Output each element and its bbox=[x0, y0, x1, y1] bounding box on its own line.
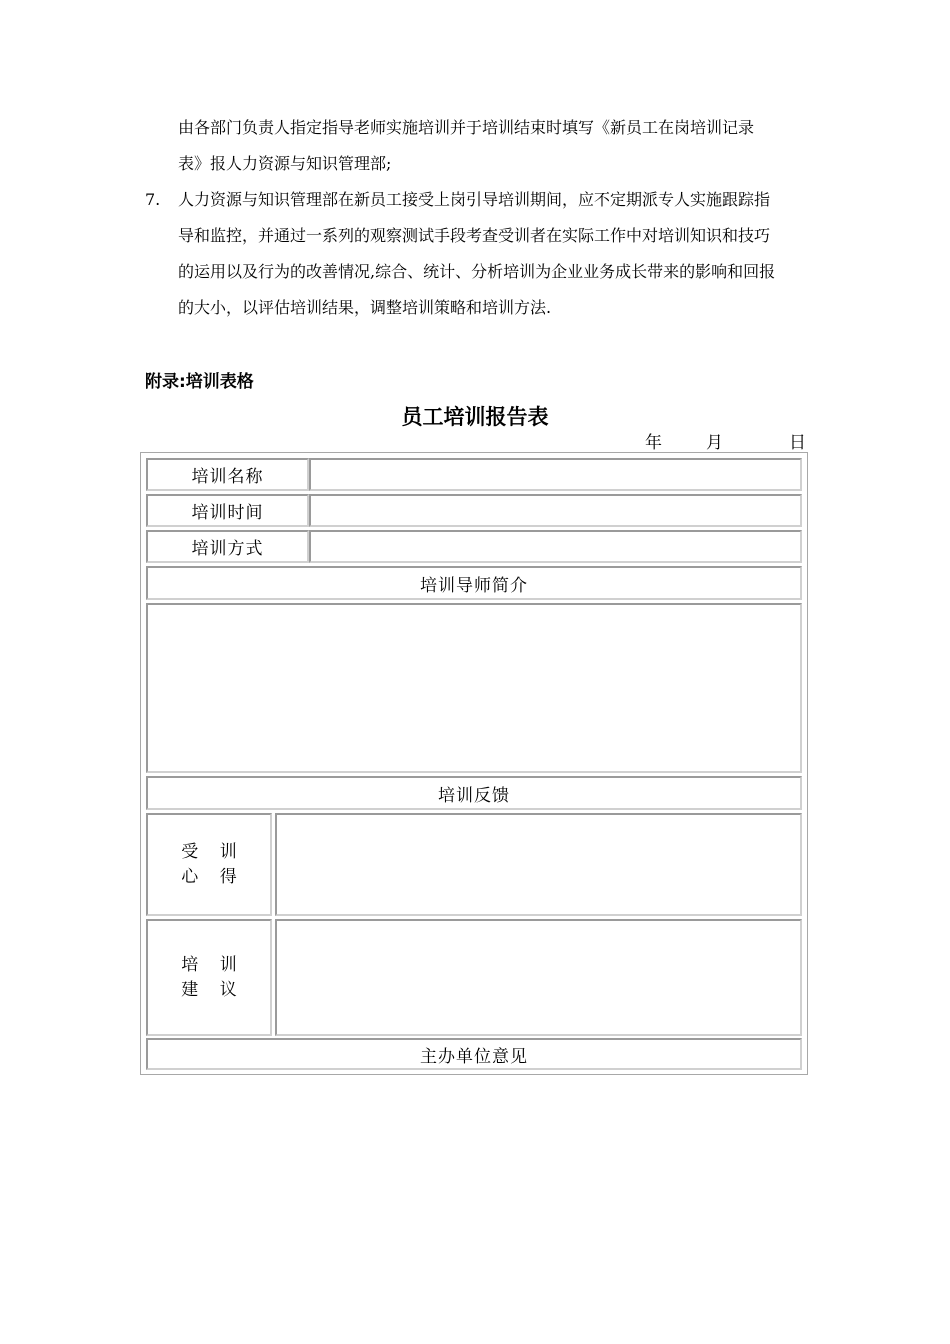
instructor-intro-header: 培训导师简介 bbox=[146, 566, 802, 600]
suggestion-label-line2: 建 议 bbox=[181, 979, 237, 1000]
training-name-field[interactable] bbox=[309, 458, 802, 491]
training-report-form bbox=[140, 452, 808, 1075]
organizer-opinion-header: 主办单位意见 bbox=[146, 1038, 802, 1070]
text-line: 的大小，以评估培训结果，调整培训策略和培训方法. bbox=[178, 298, 552, 317]
form-title: 员工培训报告表 bbox=[401, 405, 549, 429]
experience-field[interactable] bbox=[275, 813, 802, 916]
text-line: 导和监控，并通过一系列的观察测试手段考查受训者在实际工作中对培训知识和技巧 bbox=[178, 226, 771, 245]
training-method-field[interactable] bbox=[309, 530, 802, 563]
date-day-label: 日 bbox=[789, 433, 806, 453]
experience-label-line1: 受 训 bbox=[181, 841, 237, 862]
feedback-header: 培训反馈 bbox=[146, 776, 802, 810]
date-year-label: 年 bbox=[645, 433, 662, 453]
text-line: 人力资源与知识管理部在新员工接受上岗引导培训期间，应不定期派专人实施跟踪指 bbox=[178, 190, 771, 209]
suggestion-label bbox=[146, 919, 272, 1036]
text-line: 由各部门负责人指定指导老师实施培训并于培训结束时填写《新员工在岗培训记录 bbox=[178, 118, 755, 137]
training-method-label: 培训方式 bbox=[146, 530, 309, 563]
date-month-label: 月 bbox=[706, 433, 723, 453]
instructor-intro-field[interactable] bbox=[146, 603, 802, 773]
experience-label bbox=[146, 813, 272, 916]
appendix-heading: 附录:培训表格 bbox=[145, 372, 254, 392]
list-number: 7. bbox=[145, 190, 161, 209]
training-time-label: 培训时间 bbox=[146, 494, 309, 527]
text-line: 的运用以及行为的改善情况,综合、统计、分析培训为企业业务成长带来的影响和回报 bbox=[178, 262, 776, 281]
experience-label-line2: 心 得 bbox=[181, 866, 237, 887]
training-name-label: 培训名称 bbox=[146, 458, 309, 491]
suggestion-field[interactable] bbox=[275, 919, 802, 1036]
text-line: 表》报人力资源与知识管理部; bbox=[178, 154, 392, 173]
training-time-field[interactable] bbox=[309, 494, 802, 527]
suggestion-label-line1: 培 训 bbox=[181, 954, 237, 975]
paragraph-1 bbox=[178, 110, 808, 182]
list-item-7 bbox=[178, 182, 808, 326]
